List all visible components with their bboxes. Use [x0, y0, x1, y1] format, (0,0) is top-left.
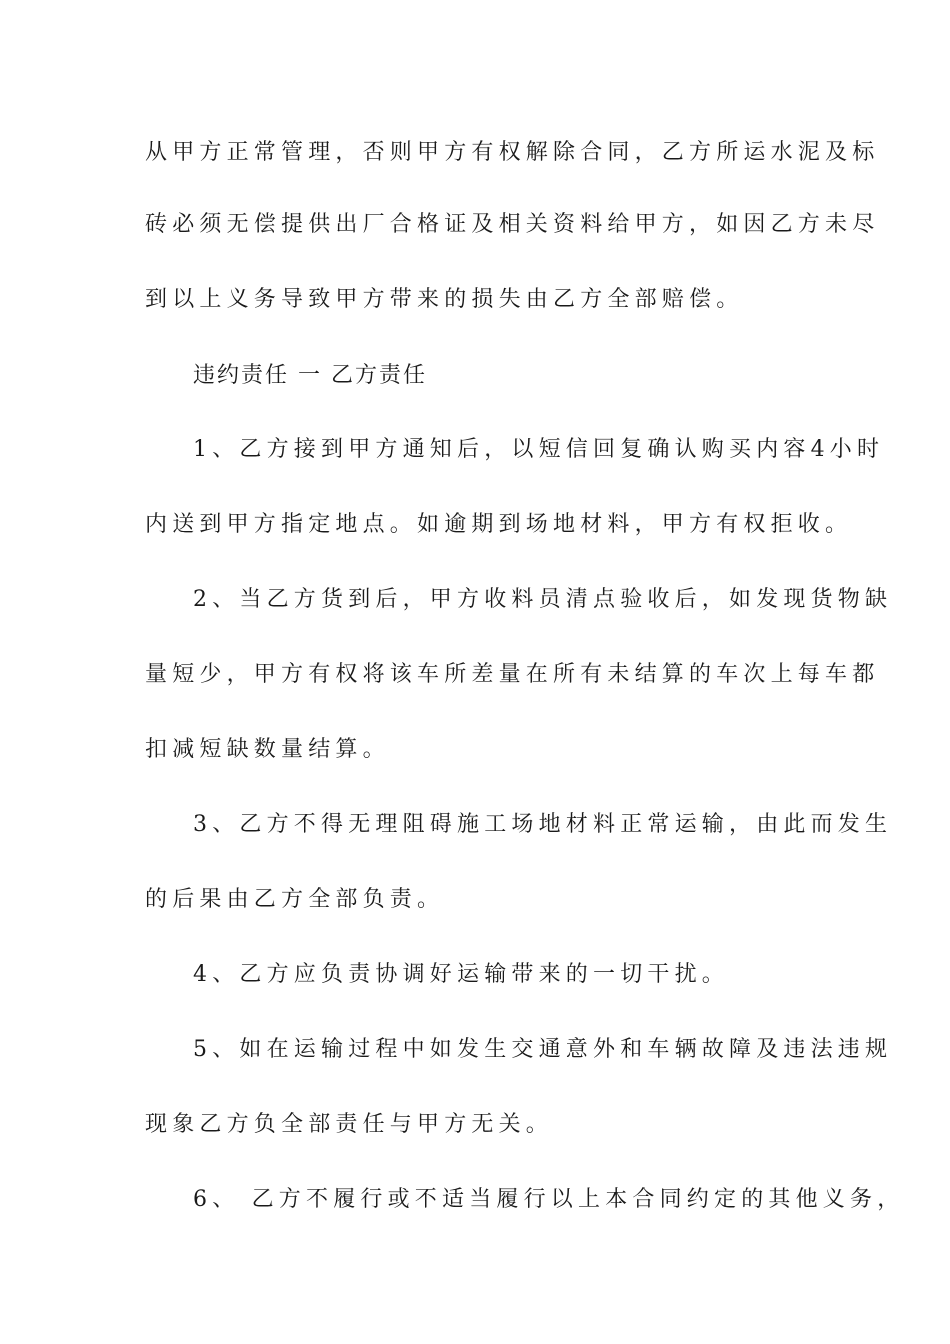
clause-1-line: 1、乙方接到甲方通知后，以短信回复确认购买内容4小时 — [193, 437, 885, 462]
clause-5-line: 5、如在运输过程中如发生交通意外和车辆故障及违法违规 — [193, 1037, 893, 1062]
paragraph-line: 到以上义务导致甲方带来的损失由乙方全部赔偿。 — [145, 287, 744, 312]
clause-3-line: 3、乙方不得无理阻碍施工场地材料正常运输，由此而发生 — [193, 812, 893, 837]
clause-3-line: 的后果由乙方全部负责。 — [145, 887, 445, 912]
clause-4-line: 4、乙方应负责协调好运输带来的一切干扰。 — [193, 962, 729, 987]
clause-6-line: 6、 乙方不履行或不适当履行以上本合同约定的其他义务， — [193, 1187, 905, 1212]
clause-2-line: 扣减短缺数量结算。 — [145, 737, 390, 762]
clause-2-line: 量短少，甲方有权将该车所差量在所有未结算的车次上每车都 — [145, 662, 880, 687]
clause-1-line: 内送到甲方指定地点。如逾期到场地材料，甲方有权拒收。 — [145, 512, 853, 537]
section-heading: 违约责任 一 乙方责任 — [193, 363, 427, 388]
paragraph-line: 从甲方正常管理，否则甲方有权解除合同，乙方所运水泥及标 — [145, 140, 880, 165]
clause-2-line: 2、当乙方货到后，甲方收料员清点验收后，如发现货物缺 — [193, 587, 893, 612]
paragraph-line: 砖必须无偿提供出厂合格证及相关资料给甲方，如因乙方未尽 — [145, 212, 880, 237]
clause-5-line: 现象乙方负全部责任与甲方无关。 — [145, 1112, 554, 1137]
